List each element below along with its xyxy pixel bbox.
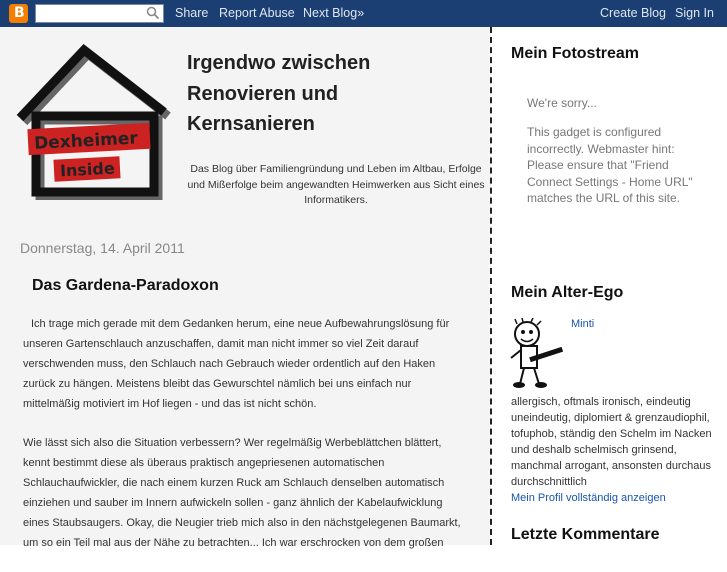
- post-paragraph: Ich trage mich gerade mit dem Gedanken herum, eine neue Aufbewahrungslösung für unseren Gartenschlauch anzuschaffen, damit man nicht immer so viel Zeit darauf verschwenden muss, den Schlauch nach Gebrauch wieder ordentlich auf den Haken zurück zu hängen. Meistens bleibt das Gewurschtel nämlich bei uns einfach nur mittelmäßig motiviert im Hof liegen - und das ist nicht schön.: [23, 318, 450, 410]
- post-date: Donnerstag, 14. April 2011: [20, 240, 185, 256]
- blog-logo[interactable]: [14, 40, 174, 200]
- post-paragraph: Wie lässt sich also die Situation verbessern? Wer regelmäßig Werbeblättchen blättert, kennt bestimmt diese als überaus praktisch angepriesenen automatischen Schlauchaufwickler, die nach einem kurzen Ruck am Schlauch denselben automatisch einziehen und sauber im Innern aufwickeln sollen - ganz ähnlich der Kabelaufwicklung eines Staubsaugers. Okay, die Neugier trieb mich also in den nächstgelegenen Baumarkt, um so ein Teil mal aus der Nähe zu betrachten... Ich war erschrocken von dem großen: [23, 437, 461, 549]
- blog-title[interactable]: Irgendwo zwischen Renovieren und Kernsanieren: [187, 52, 371, 135]
- full-profile-link[interactable]: Mein Profil vollständig anzeigen: [511, 492, 666, 504]
- search-icon[interactable]: [146, 6, 160, 20]
- profile-name-link[interactable]: Minti: [571, 318, 595, 330]
- sign-in-link[interactable]: Sign In: [675, 6, 714, 20]
- gadget-sorry-text: We're sorry...: [527, 96, 597, 110]
- blog-description: Das Blog über Familiengründung und Leben im Altbau, Erfolge und Mißerfolge beim angewandten Heimwerken aus Sicht eines Informatikers.: [187, 163, 485, 206]
- profile-avatar[interactable]: [509, 318, 567, 390]
- column-divider: [490, 27, 492, 545]
- next-blog-link[interactable]: Next Blog»: [303, 6, 365, 20]
- logo-text-line2: Inside: [59, 158, 116, 181]
- profile-about-text: allergisch, oftmals ironisch, eindeutig uneindeutig, diplomiert & grenzaudiophil, tofuphob, ständig den Schelm im Nacken und deshalb schelmisch grinsend, manchmal arrogant, ansonsten durchaus durchschnittlich: [511, 396, 712, 488]
- profile-title: Mein Alter-Ego: [511, 284, 624, 301]
- post-title[interactable]: Das Gardena-Paradoxon: [32, 277, 219, 294]
- fotostream-title: Mein Fotostream: [511, 45, 640, 62]
- logo-text-line1: Dexheimer: [33, 128, 139, 154]
- blogger-logo-icon[interactable]: [9, 4, 28, 23]
- share-link[interactable]: Share: [175, 6, 209, 20]
- comments-title: Letzte Kommentare: [511, 526, 660, 543]
- create-blog-link[interactable]: Create Blog: [600, 6, 667, 20]
- report-abuse-link[interactable]: Report Abuse: [219, 6, 295, 20]
- gadget-error-message: This gadget is configured incorrectly. Webmaster hint: Please ensure that "Friend Connect Settings - Home URL" matches the URL of this site.: [527, 125, 693, 205]
- search-input[interactable]: [35, 4, 164, 23]
- blogger-logo-letter: B: [14, 5, 25, 21]
- post-body: [23, 314, 463, 572]
- blogger-navbar: [0, 0, 727, 27]
